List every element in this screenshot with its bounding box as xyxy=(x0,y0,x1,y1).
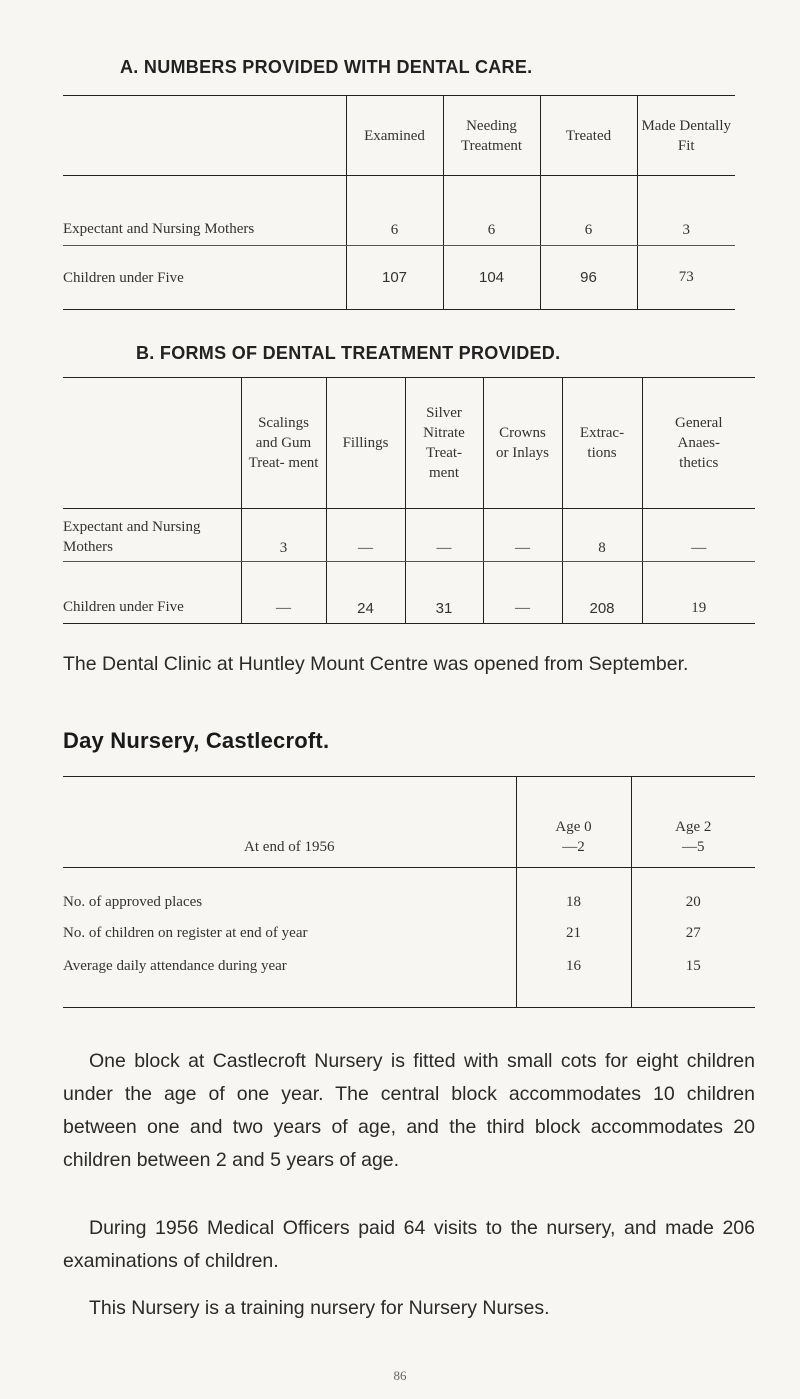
cell: 19 xyxy=(642,562,755,624)
table-row xyxy=(63,509,755,562)
col-header: Age 0—2 xyxy=(516,777,631,868)
cell: 24 xyxy=(326,562,405,624)
col-header: Age 2—5 xyxy=(631,777,755,868)
section-b-title: B. FORMS OF DENTAL TREATMENT PROVIDED. xyxy=(136,343,561,363)
cell: 31 xyxy=(405,562,483,624)
cell: 6 xyxy=(540,176,637,246)
cell: — xyxy=(483,509,562,562)
clinic-note: The Dental Clinic at Huntley Mount Centre was opened from September. xyxy=(63,653,689,675)
cell: — xyxy=(326,509,405,562)
row-label: Children under Five xyxy=(63,599,184,615)
page-number: 86 xyxy=(393,1368,407,1383)
col-header: Fillings xyxy=(326,378,405,509)
cell: — xyxy=(241,562,326,624)
corner-cell xyxy=(63,96,346,176)
row-label: Average daily attendance during year xyxy=(63,957,287,974)
cell: 3 xyxy=(637,176,735,246)
cell: 107 xyxy=(346,246,443,310)
treatment-forms-table xyxy=(63,377,755,624)
table-row xyxy=(63,562,755,624)
cell: 8 xyxy=(562,509,642,562)
cell: 18 xyxy=(516,868,631,915)
row-label: Expectant and Nursing Mothers xyxy=(63,509,241,562)
cell: 73 xyxy=(637,246,735,310)
col-header: Crowns or Inlays xyxy=(483,378,562,509)
nursery-paragraph-2: During 1956 Medical Officers paid 64 visits to the nursery, and made 206 examinations of children. xyxy=(63,1217,755,1272)
cell: 6 xyxy=(443,176,540,246)
table-row xyxy=(63,176,735,246)
header-label: At end of 1956 xyxy=(63,777,516,868)
col-header: General Anaes- thetics xyxy=(642,378,755,509)
cell: 208 xyxy=(562,562,642,624)
cell: 20 xyxy=(631,868,755,915)
cell: — xyxy=(405,509,483,562)
row-label: Expectant and Nursing Mothers xyxy=(63,176,346,246)
corner-cell xyxy=(63,378,241,509)
nursery-paragraph-3: This Nursery is a training nursery for Nursery Nurses. xyxy=(89,1297,550,1319)
section-a-title: A. NUMBERS PROVIDED WITH DENTAL CARE. xyxy=(120,57,533,77)
nursery-table xyxy=(63,776,755,1008)
table-row xyxy=(63,868,755,915)
col-header: Needing Treatment xyxy=(443,96,540,176)
cell: 27 xyxy=(631,915,755,952)
cell: 15 xyxy=(631,952,755,1008)
cell: 104 xyxy=(443,246,540,310)
nursery-paragraph-1: One block at Castlecroft Nursery is fitted with small cots for eight children under the age of one year. The central block accommodates 10 children between one and two years of age, and the third block accommodates 20 children between 2 and 5 years of age. xyxy=(63,1050,755,1171)
col-header: Examined xyxy=(346,96,443,176)
row-label: No. of approved places xyxy=(63,893,203,910)
cell: 6 xyxy=(346,176,443,246)
row-label: Children under Five xyxy=(63,269,184,286)
table-row xyxy=(63,952,755,1008)
row-label: No. of children on register at end of year xyxy=(63,924,308,941)
nursery-title: Day Nursery, Castlecroft. xyxy=(63,728,330,753)
dental-care-table xyxy=(63,95,735,310)
col-header: Scalings and Gum Treat- ment xyxy=(241,378,326,509)
cell: — xyxy=(642,509,755,562)
table-row xyxy=(63,246,735,310)
cell: 3 xyxy=(241,509,326,562)
col-header: Made Dentally Fit xyxy=(637,96,735,176)
table-row xyxy=(63,915,755,952)
cell: 16 xyxy=(516,952,631,1008)
cell: — xyxy=(483,562,562,624)
cell: 96 xyxy=(540,246,637,310)
col-header: Silver Nitrate Treat- ment xyxy=(405,378,483,509)
col-header: Treated xyxy=(540,96,637,176)
cell: 21 xyxy=(516,915,631,952)
col-header: Extrac- tions xyxy=(562,378,642,509)
